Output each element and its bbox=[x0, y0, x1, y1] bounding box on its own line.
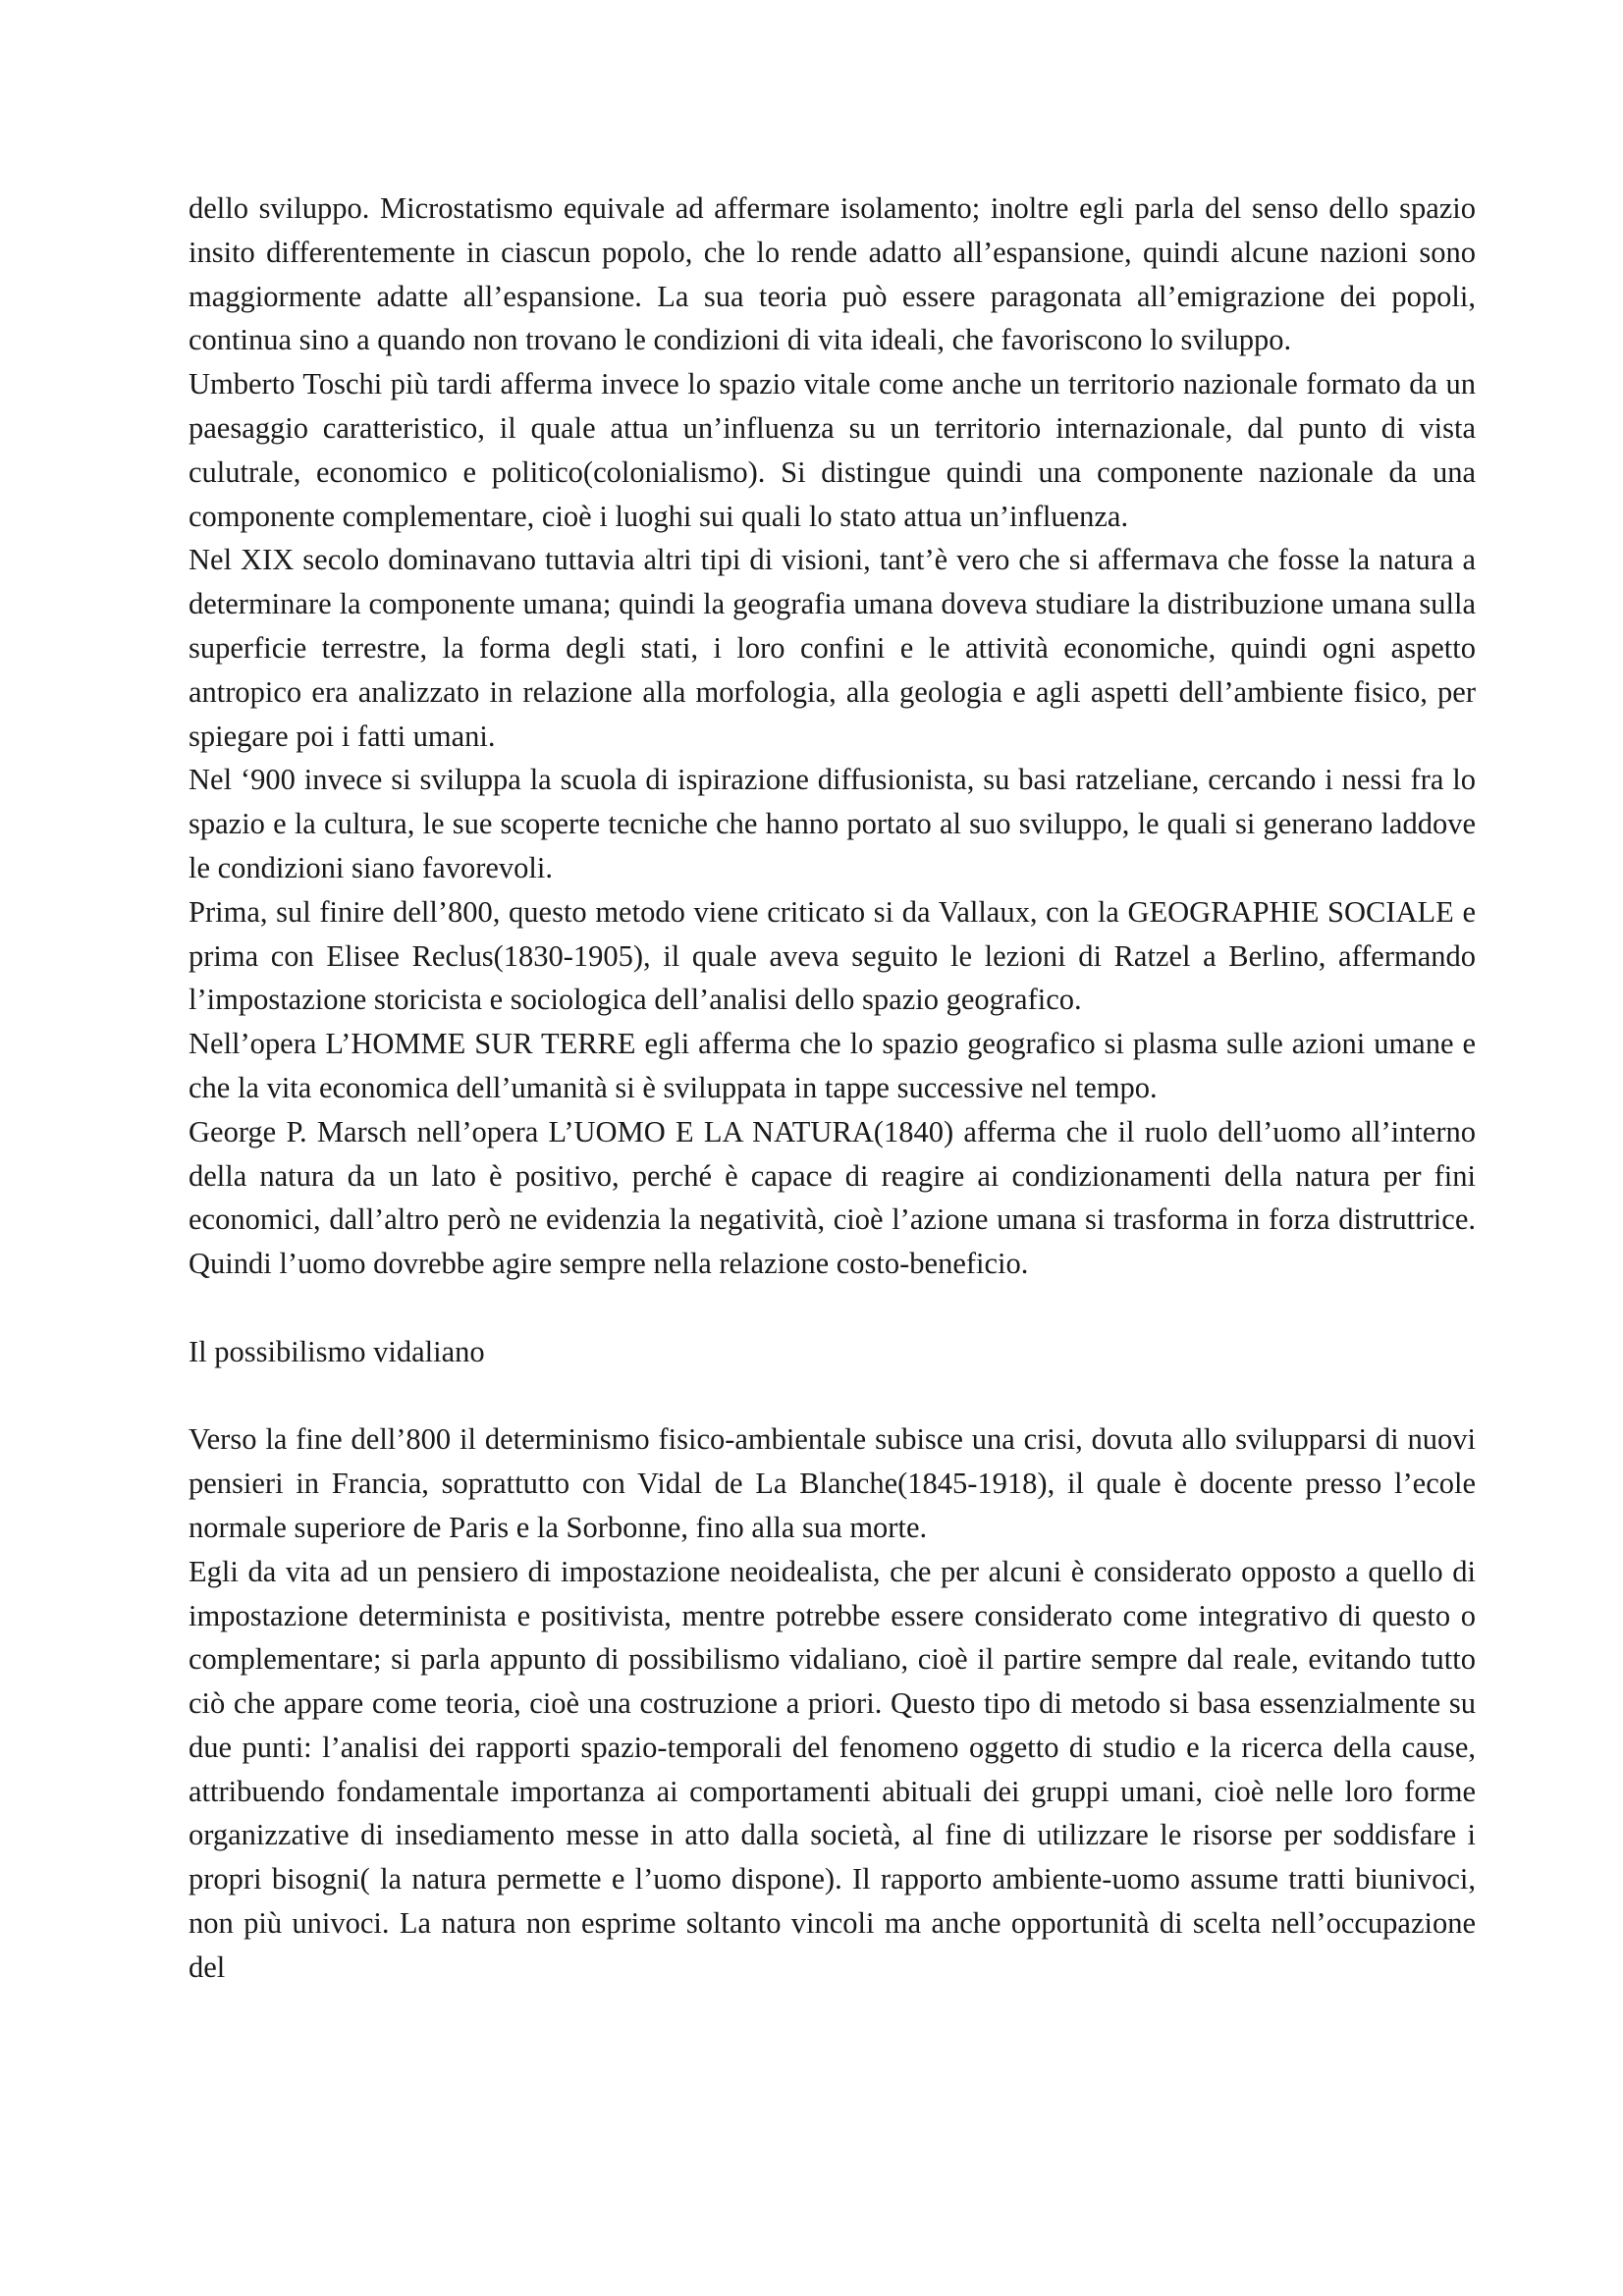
paragraph: Prima, sul finire dell’800, questo metodo viene criticato si da Vallaux, con la GEOGRAPHIE SOCIALE e prima con Elisee Reclus(1830-1905), il quale aveva seguito le lezioni di Ratzel a Berlino, affermando l’impostazione storicista e sociologica dell’analisi dello spazio geografico. bbox=[189, 894, 1476, 1017]
section-heading: Il possibilismo vidaliano bbox=[189, 1334, 485, 1368]
paragraph: Nel XIX secolo dominavano tuttavia altri tipi di visioni, tant’è vero che si affermava che fosse la natura a determinare la componente umana; quindi la geografia umana doveva studiare la distribuzione umana sulla superficie terrestre, la forma degli stati, i loro confini e le attività economiche, quindi ogni aspetto antropico era analizzato in relazione alla morfologia, alla geologia e agli aspetti dell’ambiente fisico, per spiegare poi i fatti umani. bbox=[189, 543, 1476, 753]
paragraph: Nel ‘900 invece si sviluppa la scuola di ispirazione diffusionista, su basi ratzeliane, cercando i nessi fra lo spazio e la cultura, le sue scoperte tecniche che hanno portato al suo sviluppo, le quali si generano laddove le condizioni siano favorevoli. bbox=[189, 763, 1476, 884]
paragraph: Verso la fine dell’800 il determinismo fisico-ambientale subisce una crisi, dovuta allo svilupparsi di nuovi pensieri in Francia, soprattutto con Vidal de La Blanche(1845-1918), il quale è docente presso l’ecole normale superiore de Paris e la Sorbonne, fino alla sua morte. bbox=[189, 1422, 1476, 1544]
document-page bbox=[189, 187, 1476, 1990]
paragraph: dello sviluppo. Microstatismo equivale ad affermare isolamento; inoltre egli parla del senso dello spazio insito differentemente in ciascun popolo, che lo rende adatto all’espansione, quindi alcune nazioni sono maggiormente adatte all’espansione. La sua teoria può essere paragonata all’emigrazione dei popoli, continua sino a quando non trovano le condizioni di vita ideali, che favoriscono lo sviluppo. bbox=[189, 191, 1476, 357]
paragraph: Umberto Toschi più tardi afferma invece lo spazio vitale come anche un territorio nazionale formato da un paesaggio caratteristico, il quale attua un’influenza su un territorio internazionale, dal punto di vista culutrale, economico e politico(colonialismo). Si distingue quindi una componente nazionale da una componente complementare, cioè i luoghi sui quali lo stato attua un’influenza. bbox=[189, 367, 1476, 533]
paragraph: George P. Marsch nell’opera L’UOMO E LA NATURA(1840) afferma che il ruolo dell’uomo all’interno della natura da un lato è positivo, perché è capace di reagire ai condizionamenti della natura per fini economici, dall’altro però ne evidenzia la negatività, cioè l’azione umana si trasforma in forza distruttrice. Quindi l’uomo dovrebbe agire sempre nella relazione costo-beneficio. bbox=[189, 1114, 1476, 1281]
paragraph: Nell’opera L’HOMME SUR TERRE egli afferma che lo spazio geografico si plasma sulle azioni umane e che la vita economica dell’umanità si è sviluppata in tappe successive nel tempo. bbox=[189, 1027, 1476, 1104]
paragraph: Egli da vita ad un pensiero di impostazione neoidealista, che per alcuni è considerato opposto a quello di impostazione determinista e positivista, mentre potrebbe essere considerato come integrativo di questo o complementare; si parla appunto di possibilismo vidaliano, cioè il partire sempre dal reale, evitando tutto ciò che appare come teoria, cioè una costruzione a priori. Questo tipo di metodo si basa essenzialmente su due punti: l’analisi dei rapporti spazio-temporali del fenomeno oggetto di studio e la ricerca della cause, attribuendo fondamentale importanza ai comportamenti abituali dei gruppi umani, cioè nelle loro forme organizzative di insediamento messe in atto dalla società, al fine di utilizzare le risorse per soddisfare i propri bisogni( la natura permette e l’uomo dispone). Il rapporto ambiente-uomo assume tratti biunivoci, non più univoci. La natura non esprime soltanto vincoli ma anche opportunità di scelta nell’occupazione del bbox=[189, 1554, 1476, 1984]
